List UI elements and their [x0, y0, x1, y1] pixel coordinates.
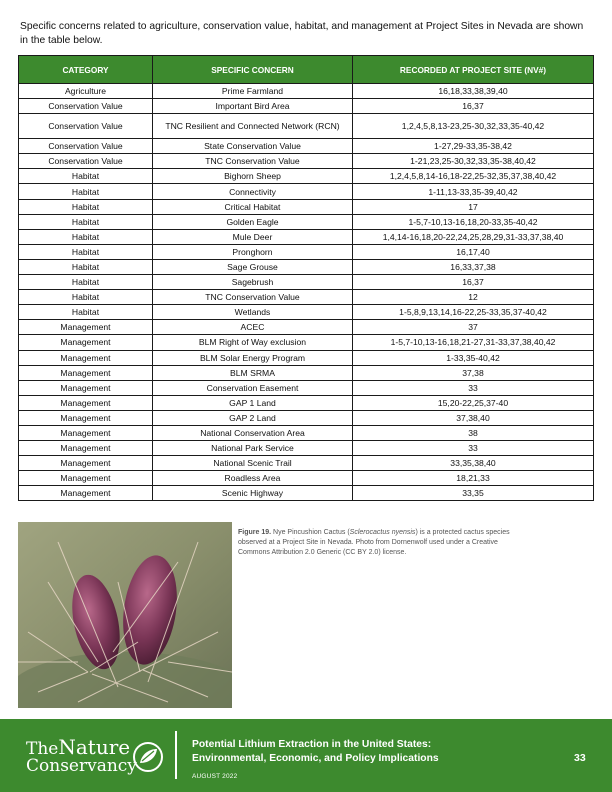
cell-category: Management [19, 380, 153, 395]
header-specific-concern: SPECIFIC CONCERN [153, 56, 353, 84]
species-name: Sclerocactus nyensis [349, 529, 416, 536]
table-row [19, 425, 594, 440]
cell-specific-concern: Critical Habitat [153, 199, 353, 214]
cell-recorded-sites: 16,18,33,38,39,40 [353, 84, 594, 99]
cell-recorded-sites: 1-21,23,25-30,32,33,35-38,40,42 [353, 154, 594, 169]
table-row [19, 199, 594, 214]
cell-category: Management [19, 365, 153, 380]
cell-specific-concern: GAP 1 Land [153, 395, 353, 410]
cell-specific-concern: Bighorn Sheep [153, 169, 353, 184]
cell-specific-concern: BLM SRMA [153, 365, 353, 380]
cell-specific-concern: TNC Resilient and Connected Network (RCN) [153, 114, 353, 139]
report-title-line2: Environmental, Economic, and Policy Implications [192, 753, 439, 764]
cell-specific-concern: Important Bird Area [153, 99, 353, 114]
cell-category: Habitat [19, 305, 153, 320]
cell-recorded-sites: 16,17,40 [353, 244, 594, 259]
logo-word-nature: Nature [58, 735, 131, 759]
concerns-table [18, 55, 594, 501]
cell-recorded-sites: 17 [353, 199, 594, 214]
cell-specific-concern: Pronghorn [153, 244, 353, 259]
cell-recorded-sites: 1,2,4,5,8,14-16,18-22,25-32,35,37,38,40,42 [353, 169, 594, 184]
cell-recorded-sites: 1-5,7-10,13-16,18,20-33,35-40,42 [353, 214, 594, 229]
cell-recorded-sites: 1,4,14-16,18,20-22,24,25,28,29,31-33,37,38,40 [353, 229, 594, 244]
report-date: AUGUST 2022 [192, 773, 238, 780]
table-body [19, 84, 594, 501]
logo-wordmark [26, 735, 137, 776]
cell-specific-concern: ACEC [153, 320, 353, 335]
cell-specific-concern: National Conservation Area [153, 425, 353, 440]
cell-category: Management [19, 335, 153, 350]
cell-specific-concern: Connectivity [153, 184, 353, 199]
cell-recorded-sites: 1-33,35-40,42 [353, 350, 594, 365]
cell-category: Management [19, 350, 153, 365]
cell-category: Habitat [19, 199, 153, 214]
cell-category: Conservation Value [19, 154, 153, 169]
cell-recorded-sites: 37,38 [353, 365, 594, 380]
table-row [19, 486, 594, 501]
cell-recorded-sites: 38 [353, 425, 594, 440]
cell-recorded-sites: 37,38,40 [353, 410, 594, 425]
cell-recorded-sites: 16,37 [353, 275, 594, 290]
header-category: CATEGORY [19, 56, 153, 84]
table-row [19, 335, 594, 350]
cell-category: Conservation Value [19, 114, 153, 139]
table-row [19, 320, 594, 335]
cell-category: Habitat [19, 229, 153, 244]
cell-recorded-sites: 1-11,13-33,35-39,40,42 [353, 184, 594, 199]
table-row [19, 169, 594, 184]
cactus-image [18, 522, 232, 708]
cell-category: Habitat [19, 214, 153, 229]
logo-word-conservancy: Conservancy [26, 756, 137, 776]
table-row [19, 395, 594, 410]
cell-specific-concern: National Park Service [153, 441, 353, 456]
table-row [19, 365, 594, 380]
table-row [19, 410, 594, 425]
cell-recorded-sites: 33 [353, 380, 594, 395]
cell-category: Conservation Value [19, 139, 153, 154]
cell-category: Management [19, 486, 153, 501]
cell-recorded-sites: 18,21,33 [353, 471, 594, 486]
table-row [19, 214, 594, 229]
table-row [19, 456, 594, 471]
cell-category: Agriculture [19, 84, 153, 99]
cell-specific-concern: Sage Grouse [153, 259, 353, 274]
table-row [19, 259, 594, 274]
cell-recorded-sites: 33,35,38,40 [353, 456, 594, 471]
cell-recorded-sites: 1-5,8,9,13,14,16-22,25-33,35,37-40,42 [353, 305, 594, 320]
cell-category: Management [19, 410, 153, 425]
cell-category: Habitat [19, 290, 153, 305]
cell-specific-concern: TNC Conservation Value [153, 290, 353, 305]
cell-recorded-sites: 37 [353, 320, 594, 335]
cell-specific-concern: BLM Right of Way exclusion [153, 335, 353, 350]
cell-category: Habitat [19, 169, 153, 184]
table-row [19, 350, 594, 365]
cell-category: Management [19, 395, 153, 410]
cactus-photo [18, 522, 232, 708]
table-row [19, 184, 594, 199]
table-row [19, 290, 594, 305]
cell-specific-concern: BLM Solar Energy Program [153, 350, 353, 365]
cell-specific-concern: Golden Eagle [153, 214, 353, 229]
table-row [19, 441, 594, 456]
logo-word-the: The [26, 739, 59, 759]
cell-specific-concern: GAP 2 Land [153, 410, 353, 425]
cell-category: Habitat [19, 244, 153, 259]
cell-recorded-sites: 1,2,4,5,8,13-23,25-30,32,33,35-40,42 [353, 114, 594, 139]
cell-category: Conservation Value [19, 99, 153, 114]
report-title-line1: Potential Lithium Extraction in the United States: [192, 739, 432, 750]
cell-category: Management [19, 425, 153, 440]
header-recorded-sites: RECORDED AT PROJECT SITE (NV#) [353, 56, 594, 84]
cell-specific-concern: Wetlands [153, 305, 353, 320]
cell-category: Habitat [19, 259, 153, 274]
cell-specific-concern: National Scenic Trail [153, 456, 353, 471]
table-row [19, 229, 594, 244]
table-row [19, 114, 594, 139]
cell-recorded-sites: 12 [353, 290, 594, 305]
cell-category: Management [19, 320, 153, 335]
footer-divider [175, 731, 177, 779]
intro-paragraph: Specific concerns related to agriculture, conservation value, habitat, and management at Project Sites in Nevada are shown in the table below. [20, 21, 584, 46]
table-row [19, 305, 594, 320]
cell-category: Management [19, 456, 153, 471]
table-row [19, 139, 594, 154]
cell-category: Management [19, 441, 153, 456]
cell-specific-concern: Sagebrush [153, 275, 353, 290]
table-row [19, 244, 594, 259]
figure-label: Figure 19. [238, 529, 272, 536]
cell-category: Habitat [19, 275, 153, 290]
table-row [19, 84, 594, 99]
caption-text-after: ) is a protected cactus species observed at a Project Site in Nevada. Photo from Dornenwolf used under a Creative Commons Attribution 2.0 Generic (CC BY 2.0) license. [238, 529, 510, 557]
report-title [192, 738, 522, 766]
cell-recorded-sites: 16,33,37,38 [353, 259, 594, 274]
cell-specific-concern: Roadless Area [153, 471, 353, 486]
cell-specific-concern: State Conservation Value [153, 139, 353, 154]
page-number: 33 [574, 752, 586, 764]
table-row [19, 275, 594, 290]
cell-recorded-sites: 1-5,7-10,13-16,18,21-27,31-33,37,38,40,42 [353, 335, 594, 350]
table-row [19, 471, 594, 486]
cell-specific-concern: Conservation Easement [153, 380, 353, 395]
cell-recorded-sites: 15,20-22,25,37-40 [353, 395, 594, 410]
cell-specific-concern: Scenic Highway [153, 486, 353, 501]
table-row [19, 99, 594, 114]
cell-recorded-sites: 33,35 [353, 486, 594, 501]
nature-conservancy-logo[interactable] [26, 735, 166, 779]
table-row [19, 154, 594, 169]
cell-category: Management [19, 471, 153, 486]
cell-recorded-sites: 16,37 [353, 99, 594, 114]
table-row [19, 380, 594, 395]
leaf-globe-icon [132, 741, 164, 773]
table-header-row [19, 56, 594, 84]
cell-specific-concern: Prime Farmland [153, 84, 353, 99]
cell-specific-concern: TNC Conservation Value [153, 154, 353, 169]
figure-caption [238, 528, 513, 559]
caption-text-before: Nye Pincushion Cactus ( [271, 529, 350, 536]
page-footer [0, 719, 612, 792]
cell-category: Habitat [19, 184, 153, 199]
cell-recorded-sites: 1-27,29-33,35-38,42 [353, 139, 594, 154]
cell-specific-concern: Mule Deer [153, 229, 353, 244]
cell-recorded-sites: 33 [353, 441, 594, 456]
